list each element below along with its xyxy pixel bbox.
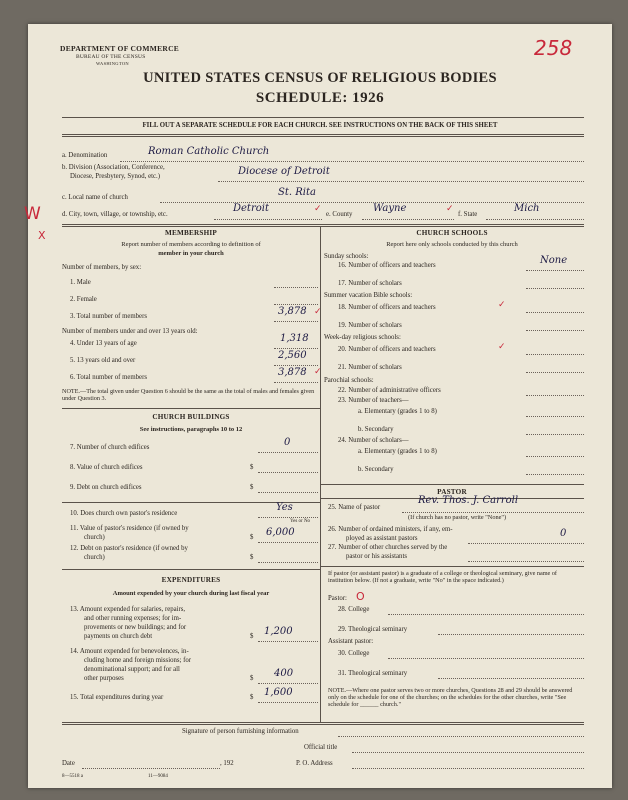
q14-label-3: denominational support; and for all: [84, 666, 180, 673]
q28-label: 28. College: [338, 606, 370, 613]
church-name-label: c. Local name of church: [62, 194, 128, 201]
bureau-name: BUREAU OF THE CENSUS: [76, 54, 146, 60]
state-label: f. State: [458, 211, 478, 218]
q4-value: 1,318: [280, 333, 309, 344]
form-title: UNITED STATES CENSUS OF RELIGIOUS BODIES: [143, 70, 497, 86]
q31-label: 31. Theological seminary: [338, 670, 408, 677]
q23-label: 23. Number of teachers—: [338, 397, 409, 404]
q26-label-2: ployed as assistant pastors: [346, 535, 418, 542]
q25-hint: (If church has no pastor, write "None"): [408, 514, 507, 521]
church-name-value: St. Rita: [278, 187, 316, 198]
q25-label: 25. Name of pastor: [328, 504, 381, 511]
q5-value: 2,560: [278, 350, 307, 361]
margin-mark-x: X: [38, 229, 46, 242]
q11-label-2: church): [84, 534, 105, 541]
q13-value: 1,200: [264, 626, 293, 637]
weekday-label: Week-day religious schools:: [324, 334, 401, 341]
q11-dollar: $: [250, 534, 254, 541]
q12-label: 12. Debt on pastor's residence (if owned by: [70, 545, 188, 552]
pastor-heading: PASTOR: [437, 488, 467, 496]
instruction-line: FILL OUT A SEPARATE SCHEDULE FOR EACH CHURCH. SEE INSTRUCTIONS ON THE BACK OF THIS SHEET: [142, 122, 498, 129]
handwritten-number: 258: [534, 36, 573, 60]
q4-label: 4. Under 13 years of age: [70, 340, 137, 347]
signature-label: Signature of person furnishing information: [182, 728, 299, 735]
denomination-value: Roman Catholic Church: [148, 146, 270, 157]
q24-label: 24. Number of scholars—: [338, 437, 409, 444]
summer-label: Summer vacation Bible schools:: [324, 292, 413, 299]
q25-value: Rev. Thos. J. Carroll: [418, 495, 519, 506]
q24a-label: a. Elementary (grades 1 to 8): [358, 448, 437, 455]
q3-value: 3,878: [278, 306, 307, 317]
q14-label-4: other purposes: [84, 675, 124, 682]
q27-label-2: pastor or his assistants: [346, 553, 407, 560]
q16-value: None: [540, 255, 568, 266]
q22-label: 22. Number of administrative officers: [338, 387, 441, 394]
q9-dollar: $: [250, 484, 254, 491]
q10-label: 10. Does church own pastor's residence: [70, 510, 178, 517]
q12-label-2: church): [84, 554, 105, 561]
q10-value: Yes: [276, 502, 293, 513]
city-name: WASHINGTON: [96, 61, 129, 66]
q14-value: 400: [274, 668, 294, 679]
q3-label: 3. Total number of members: [70, 313, 147, 320]
city-value: Detroit: [233, 203, 269, 214]
expenditures-heading: EXPENDITURES: [161, 576, 221, 584]
expenditures-sub: Amount expended by your church during last fiscal year: [112, 590, 270, 597]
q13-label-3: provements or new buildings; and for: [84, 624, 187, 631]
q26-value: 0: [560, 528, 567, 539]
q16-label: 16. Number of officers and teachers: [338, 262, 436, 269]
age-label: Number of members under and over 13 years old:: [62, 328, 198, 335]
county-label: e. County: [326, 211, 353, 218]
date-label: Date: [62, 760, 75, 767]
q19-label: 19. Number of scholars: [338, 322, 402, 329]
buildings-sub: See instructions, paragraphs 10 to 12: [139, 426, 243, 433]
q26-label: 26. Number of ordained ministers, if any, em-: [328, 526, 453, 533]
assistant-label: Assistant pastor:: [328, 638, 374, 645]
q1-label: 1. Male: [70, 279, 91, 286]
county-value: Wayne: [373, 203, 407, 214]
buildings-heading: CHURCH BUILDINGS: [152, 413, 230, 421]
q24b-label: b. Secondary: [358, 466, 394, 473]
q5-label: 5. 13 years old and over: [70, 357, 136, 364]
form-code: 8—5518 a: [62, 774, 83, 779]
official-title-label: Official title: [304, 744, 338, 751]
q2-label: 2. Female: [70, 296, 97, 303]
schedule-title: SCHEDULE: 1926: [255, 90, 385, 106]
q27-label: 27. Number of other churches served by the: [328, 544, 448, 551]
denomination-label: a. Denomination: [62, 152, 108, 159]
q9-label: 9. Debt on church edifices: [70, 484, 142, 491]
by-sex-label: Number of members, by sex:: [62, 264, 142, 271]
q23a-label: a. Elementary (grades 1 to 8): [358, 408, 437, 415]
q21-label: 21. Number of scholars: [338, 364, 402, 371]
q13-dollar: $: [250, 633, 254, 640]
year-label: , 192: [220, 760, 234, 767]
membership-intro-2: member in your church: [158, 250, 224, 257]
q30-label: 30. College: [338, 650, 370, 657]
q6-label: 6. Total number of members: [70, 374, 147, 381]
parochial-label: Parochial schools:: [324, 377, 374, 384]
q29-label: 29. Theological seminary: [338, 626, 408, 633]
department-name: DEPARTMENT OF COMMERCE: [60, 44, 180, 53]
state-value: Mich: [514, 203, 540, 214]
q6-value: 3,878: [278, 367, 307, 378]
division-label: b. Division (Association, Conference,: [62, 164, 165, 171]
q8-label: 8. Value of church edifices: [70, 464, 143, 471]
q15-value: 1,600: [264, 687, 293, 698]
print-code: 11—9084: [148, 774, 168, 779]
schools-sub: Report here only schools conducted by this church: [386, 241, 518, 248]
q13-label-4: payments on church debt: [84, 633, 153, 640]
q18-label: 18. Number of officers and teachers: [338, 304, 436, 311]
margin-mark-w: W: [24, 204, 41, 224]
membership-heading: MEMBERSHIP: [165, 229, 217, 237]
pastor-note: NOTE.—Where one pastor serves two or more churches, Questions 28 and 29 should be answered only on the schedule for one of the churches; on the schedules for the other churches, write "See schedule for ______ church.": [328, 687, 573, 709]
q7-label: 7. Number of church edifices: [70, 444, 150, 451]
pastor-mark: O: [356, 590, 365, 603]
q23b-label: b. Secondary: [358, 426, 394, 433]
q13-label-2: and other running expenses; for im-: [84, 615, 182, 622]
census-schedule-sheet: DEPARTMENT OF COMMERCE BUREAU OF THE CENSUS WASHINGTON 258 UNITED STATES CENSUS OF RELIGIOUS BODIES SCHEDULE: 1926 FILL OUT A SEPARATE SCHEDULE FOR EACH CHURCH. SEE INSTRUCTIONS ON THE BACK OF THIS SHEET a. Denomination Roman Catholic Church b. Division (Association, Conference, Diocese, Presbytery, Synod, etc.) Diocese of Detroit c. Local name of church St. Rita W X d. City, town, village, or township, etc. Detroit ✓ e. County Wayne ✓ f. State Mich MEMBERSHIP Report number of members according to definition of member in your church Number of members, by sex: 1. Male 2. Female 3. Total number of members 3,878 ✓ Number of members under and over 13 years old: 4. Under 13 years of age 1,318 5. 13 years old and over 2,560 6. Total number of members 3,878 ✓ NOTE.—The total given under Question 6 should be the same as the total of males and females given under Question 3. CHURCH BUILDINGS See instructions, paragraphs 10 to 12 7. Number of church edifices 0 8. Value of church edifices $ 9. Debt on church edifices $ 10. Does church own pastor's residence Yes Yes or No 11. Value of pastor's residence (if owned by church) $ 6,000 12. Debt on pastor's residence (if owned by church) $ EXPENDITURES Amount expended by your church during last fiscal year 13. Amount expended for salaries, repairs, and other running expenses; for im- provements or new buildings; and for payments on church debt $ 1,200 14. Amount expended for benevolences, in- cluding home and foreign missions; for denominational support; and for all other purposes $ 400 15. Total expenditures during year $ 1,600 CHURCH SCHOOLS Report here only schools conducted by this church Sunday schools: 16. Number of officers and teachers None 17. Number of scholars Summer vacation Bible schools: 18. Number of officers and teachers ✓ 19. Number of scholars Week-day religious schools: 20. Number of officers and teachers ✓ 21. Number of scholars Parochial schools: 22. Number of administrative officers 23. Number of teachers— a. Elementary (grades 1 to 8) b. Secondary 24. Number of scholars— a. Elementary (grades 1 to 8) b. Secondary PASTOR 25. Name of pastor Rev. Thos. J. Carroll (If church has no pastor, write "None") 26. Number of ordained ministers, if any, em- ployed as assistant pastors 0 27. Number of other churches served by the pastor or his assistants If pastor (or assistant pastor) is a graduate of a college or theological seminary, give name of institution below. (If not a graduate, write "No" in the space indicated.) Pastor: O 28. College 29. Theological seminary Assistant pastor: 30. College 31. Theological seminary NOTE.—Where one pastor serves two or more churches, Questions 28 and 29 should be answered only on the schedule for one of the churches; on the schedules for the other churches, write "See schedule for ______ church." Signature of person furnishing information Official title Date , 192 P. O. Address 8—5518 a 11—9084: [28, 24, 612, 788]
division-label-2: Diocese, Presbytery, Synod, etc.): [70, 173, 160, 180]
q20-label: 20. Number of officers and teachers: [338, 346, 436, 353]
q15-dollar: $: [250, 694, 254, 701]
city-label: d. City, town, village, or township, etc.: [62, 211, 168, 218]
q8-dollar: $: [250, 464, 254, 471]
division-value: Diocese of Detroit: [238, 166, 330, 177]
q12-dollar: $: [250, 554, 254, 561]
q11-label: 11. Value of pastor's residence (if owned by: [70, 525, 189, 532]
q14-label-2: cluding home and foreign missions; for: [84, 657, 192, 664]
graduate-note: If pastor (or assistant pastor) is a graduate of a college or theological seminary, give name of institution below. (If not a graduate, write "No" in the space indicated.): [328, 570, 557, 585]
po-address-label: P. O. Address: [296, 760, 333, 767]
q13-label: 13. Amount expended for salaries, repairs,: [70, 606, 186, 613]
q10-hint: Yes or No: [290, 519, 311, 524]
q15-label: 15. Total expenditures during year: [70, 694, 164, 701]
sunday-label: Sunday schools:: [324, 253, 369, 260]
q17-label: 17. Number of scholars: [338, 280, 402, 287]
q7-value: 0: [284, 437, 291, 448]
q14-dollar: $: [250, 675, 254, 682]
membership-note: NOTE.—The total given under Question 6 should be the same as the total of males and females given under Question 3.: [62, 388, 315, 403]
membership-intro: Report number of members according to definition of: [121, 241, 261, 248]
q14-label: 14. Amount expended for benevolences, in-: [70, 648, 189, 655]
pastor-label: Pastor:: [328, 595, 347, 602]
q11-value: 6,000: [266, 527, 295, 538]
schools-heading: CHURCH SCHOOLS: [416, 229, 488, 237]
